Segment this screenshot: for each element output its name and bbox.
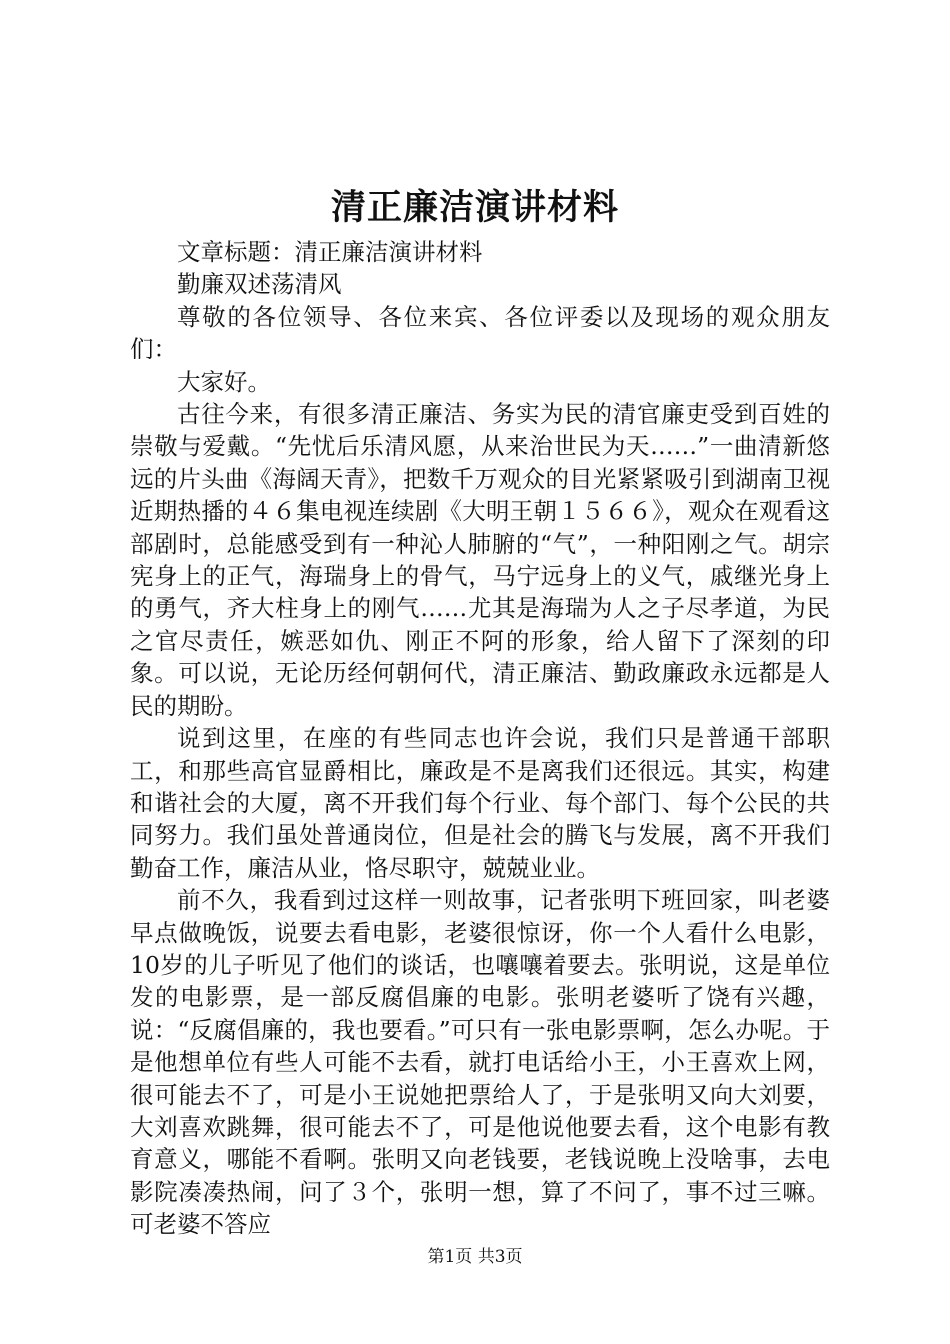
body-paragraph: 说到这里，在座的有些同志也许会说，我们只是普通干部职工，和那些高官显爵相比，廉政是不是离我们还很远。其实，构建和谐社会的大厦，离不开我们每个行业、每个部门、每个公民的共同努力。我们虽处普通岗位，但是社会的腾飞与发展，离不开我们勤奋工作，廉洁从业，恪尽职守，兢兢业业。	[130, 724, 830, 882]
speech-subtitle: 勤廉双述荡清风	[177, 270, 342, 299]
body-paragraph: 前不久，我看到过这样一则故事，记者张明下班回家，叫老婆早点做晚饭，说要去看电影，老婆很惊讶，你一个人看什么电影，10岁的儿子听见了他们的谈话，也嚷嚷着要去。张明说，这是单位发的电影票，是一部反腐倡廉的电影。张明老婆听了饶有兴趣，说：“反腐倡廉的，我也要看。”可只有一张电影票啊，怎么办呢。于是他想单位有些人可能不去看，就打电话给小王，小王喜欢上网，很可能去不了，可是小王说她把票给人了，于是张明又向大刘要，大刘喜欢跳舞，很可能去不了，可是他说他要去看，这个电影有教育意义，哪能不看啊。张明又向老钱要，老钱说晚上没啥事，去电影院凑凑热闹，问了３个，张明一想，算了不问了，事不过三嘛。可老婆不答应	[130, 886, 830, 1239]
greeting-paragraph: 尊敬的各位领导、各位来宾、各位评委以及现场的观众朋友们：	[130, 302, 830, 364]
page-footer: 第1页 共3页	[427, 1247, 523, 1267]
article-title-line: 文章标题：清正廉洁演讲材料	[177, 238, 483, 266]
document-title: 清正廉洁演讲材料	[330, 187, 619, 228]
body-paragraph: 古往今来，有很多清正廉洁、务实为民的清官廉吏受到百姓的崇敬与爱戴。“先忧后乐清风愿，从来治世民为天……”一曲清新悠远的片头曲《海阔天青》，把数千万观众的目光紧紧吸引到湖南卫视近期热播的４６集电视连续剧《大明王朝１５６６》，观众在观看这部剧时，总能感受到有一种沁人肺腑的“气”，一种阳刚之气。胡宗宪身上的正气，海瑞身上的骨气，马宁远身上的义气，戚继光身上的勇气，齐大柱身上的刚气……尤其是海瑞为人之子尽孝道，为民之官尽责任，嫉恶如仇、刚正不阿的形象，给人留下了深刻的印象。可以说，无论历经何朝何代，清正廉洁、勤政廉政永远都是人民的期盼。	[130, 400, 830, 720]
hello-paragraph: 大家好。	[177, 367, 271, 396]
document-body	[130, 236, 830, 1241]
